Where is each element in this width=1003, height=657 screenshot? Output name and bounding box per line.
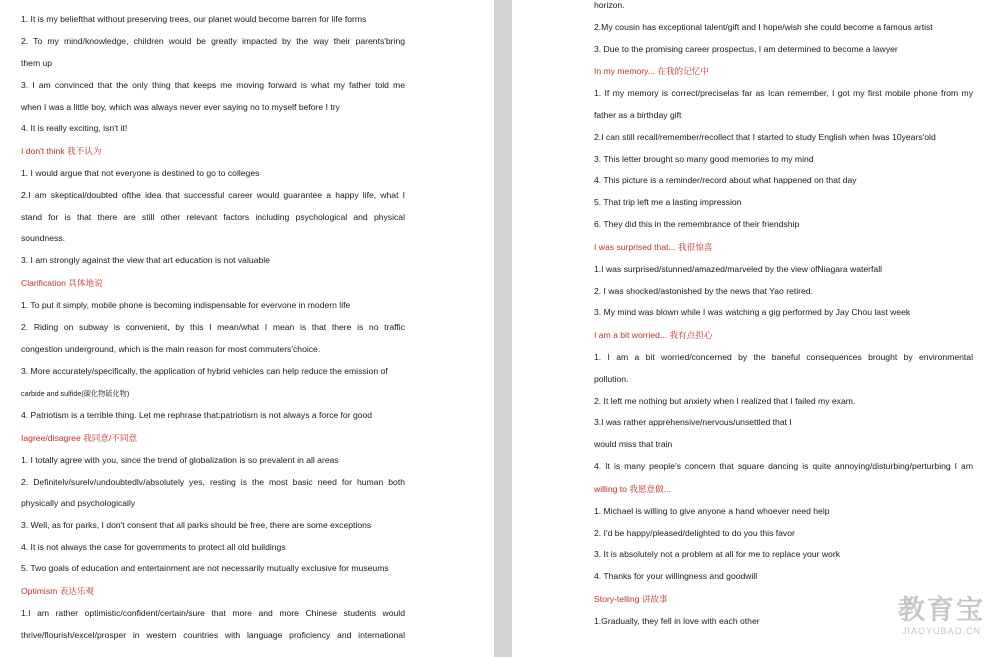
section-heading: Story-telling 讲故事 [594, 594, 668, 604]
text-line: 5. That trip left me a lasting impression [594, 197, 742, 207]
text-line: 4. This picture is a reminder/record about what happened on that day [594, 175, 857, 185]
text-line: 1. Michael is willing to give anyone a hand whoever need help [594, 506, 830, 516]
document-page-left [0, 0, 494, 657]
text-line: 3. My mind was blown while I was watching a gig performed by Jay Chou last week [594, 307, 911, 317]
text-line: father as a birthday gift [594, 110, 682, 120]
text-line: them up [21, 58, 53, 68]
text-line: congestion underground, which is the main reason for most commuters'choice. [21, 344, 321, 354]
text-line: 4. It is not always the case for governments to protect all old buildings [21, 542, 286, 552]
text-line: horizon. [594, 0, 625, 10]
section-heading: I was surprised that... 我很惊喜 [594, 242, 713, 252]
text-line: 3. I am strongly against the view that art education is not valuable [21, 255, 270, 265]
text-line: would miss that train [594, 439, 673, 449]
section-heading: willing to 我愿意做... [594, 484, 671, 494]
text-line: soundness. [21, 233, 65, 243]
section-heading: Iagree/disagree 我同意/不同意 [21, 433, 138, 443]
text-line: 3. It is absolutely not a problem at all for me to replace your work [594, 549, 840, 559]
section-heading: Clarification 具体地说 [21, 278, 103, 288]
text-line: physically and psychologically [21, 498, 136, 508]
text-line: 3.I was rather apprehensive/nervous/unsettled that I [594, 417, 792, 427]
text-line: 3. This letter brought so many good memories to my mind [594, 154, 814, 164]
watermark-logo [898, 596, 985, 636]
section-heading: Optimism 表达乐观 [21, 586, 95, 596]
watermark-url: JIAOYUBAO.CN [901, 626, 981, 636]
text-line: 1.Gradually, they fell in love with each other [594, 616, 760, 626]
document-page-right [512, 0, 1003, 657]
section-heading: I don't think 我不认为 [21, 146, 102, 156]
section-heading: In my memory... 在我的记忆中 [594, 66, 709, 76]
text-line: 2. I'd be happy/pleased/delighted to do you this favor [594, 528, 795, 538]
text-line: 3. More accurately/specifically, the application of hybrid vehicles can help reduce the emission of [21, 366, 388, 376]
text-line: pollution. [594, 374, 629, 384]
text-line: 1. If my memory is correct/preciselas far as Ican remember, I got my first mobile phone from my [594, 88, 973, 98]
text-line: 2.I can still recall/remember/recollect that I started to study English when Iwas 10years'old [594, 132, 936, 142]
text-line: 1. To put it simply, mobile phone is becoming indispensable for evervone in modern life [21, 300, 351, 310]
text-line: 2. To my mind/knowledge, children would be greatly impacted by the way their parents'bring [21, 36, 405, 46]
text-line: 4. Thanks for your willingness and goodwill [594, 571, 758, 581]
text-line: carbide and sulfide(碳化物硫化物) [21, 389, 130, 398]
text-line: 2. Riding on subway is convenient, by this I mean/what I mean is that there is no traffic [21, 322, 405, 332]
text-line: 2. Definitelv/surelv/undoubtedlv/absolutely yes, resting is the most basic need for human both [21, 477, 405, 487]
text-line: stand for is that there are still other relevant factors including psychological and physical [21, 212, 405, 222]
text-line: 4. It is many people's concern that square dancing is quite annoying/disturbing/perturbing I am [594, 461, 973, 471]
text-line: 3. Due to the promising career prospectus, I am determined to become a lawyer [594, 44, 898, 54]
text-line: 2.My cousin has exceptional talent/gift and I hope/wish she could become a famous artist [594, 22, 933, 32]
text-line: 3. I am convinced that the only thing that keeps me moving forward is what my father told me [21, 80, 405, 90]
text-line: 1. I am a bit worried/concerned by the baneful consequences brought by environmental [594, 352, 973, 362]
text-line: 2. I was shocked/astonished by the news that Yao retired. [594, 286, 813, 296]
text-line: 2.I am skeptical/doubted ofthe idea that successful career would guarantee a happy life, what I [21, 190, 405, 200]
text-line: 6. They did this in the remembrance of their friendship [594, 219, 800, 229]
text-line: 1.I am rather optimistic/confident/certain/sure that more and more Chinese students would [21, 608, 405, 618]
text-line: when I was a little boy, which was always never ever saying no to myself before I try [21, 102, 340, 112]
text-line: 5. Two goals of education and entertainment are not necessarily mutually exclusive for museums [21, 563, 389, 573]
text-line: thrive/flourish/excel/prosper in western countries with language proficiency and international [21, 630, 405, 640]
text-line: 1. I totally agree with you, since the trend of globalization is so prevalent in all areas [21, 455, 339, 465]
text-line: 1. It is my beliefthat without preserving trees, our planet would become barren for life forms [21, 14, 367, 24]
text-line: 1.I was surprised/stunned/amazed/marveled by the view ofNiagara waterfall [594, 264, 883, 274]
text-line: 4. It is really exciting, isn't it! [21, 123, 128, 133]
text-line: 2. It left me nothing but anxiety when I realized that I failed my exam. [594, 396, 856, 406]
watermark-text: 教育宝 [898, 595, 985, 626]
text-line: 1. I would argue that not everyone is destined to go to colleges [21, 168, 260, 178]
text-line: 3. Well, as for parks, I don't consent that all parks should be free, there are some exceptions [21, 520, 372, 530]
text-line: 4. Patriotism is a terrible thing. Let me rephrase that:patriotism is not always a force for good [21, 410, 373, 420]
section-heading: I am a bit worried... 我有点担心 [594, 330, 713, 340]
